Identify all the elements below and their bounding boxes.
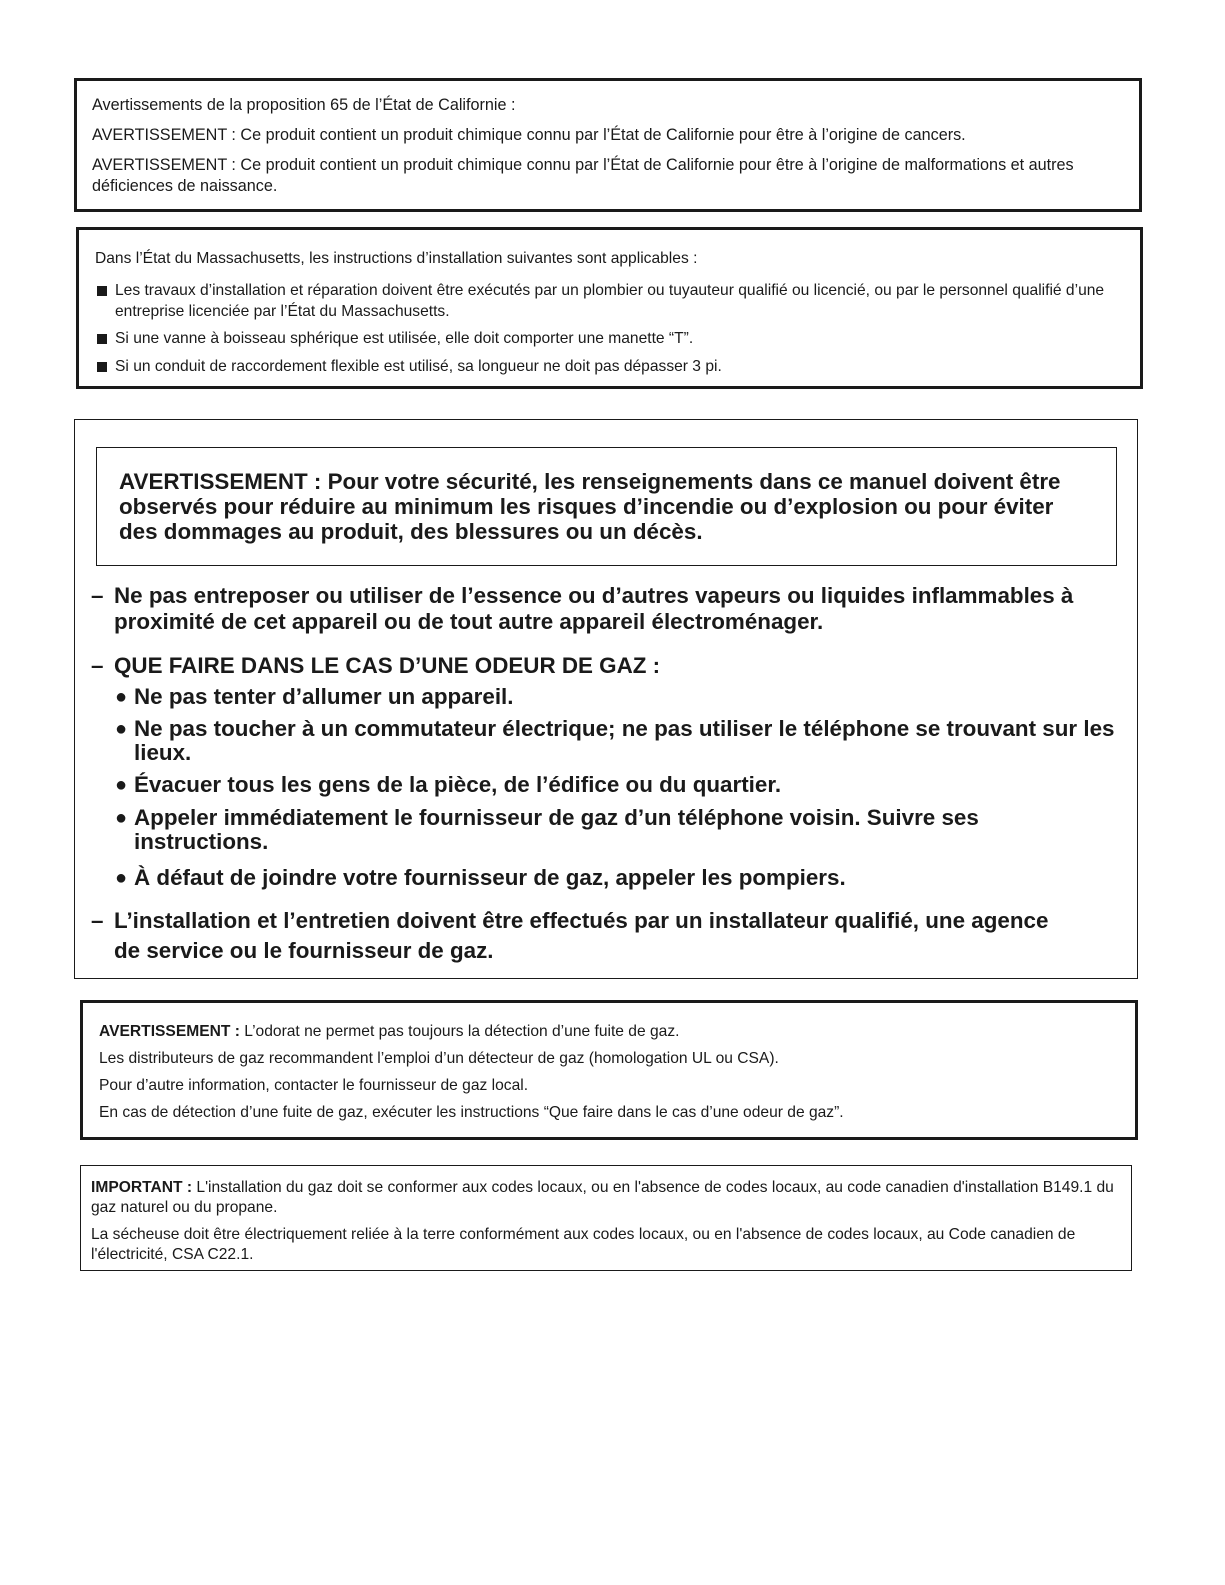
gas-odor-step — [115, 806, 1115, 854]
gas-odor-heading: QUE FAIRE DANS LE CAS D’UNE ODEUR DE GAZ : — [114, 653, 661, 678]
california-birth-warning: AVERTISSEMENT : Ce produit contient un produit chimique connu par l’État de Californie pour être à l’origine de malformations et autres déficiences de naissance. — [92, 156, 1074, 195]
important-line — [91, 1178, 1119, 1218]
safety-warning-inner-box — [96, 447, 1117, 566]
safety-warning-text: AVERTISSEMENT : Pour votre sécurité, les renseignements dans ce manuel doivent être observés pour réduire au minimum les risques d’incendie ou d’explosion ou pour éviter des dommages au produit, des blessures ou un décès. — [119, 469, 1061, 544]
bullet-icon: ● — [115, 867, 128, 889]
odor-warning-label: AVERTISSEMENT : — [99, 1023, 240, 1040]
list-item — [95, 281, 1125, 322]
gas-odor-step — [115, 866, 1115, 890]
odor-warning-line3: Pour d’autre information, contacter le fournisseur de gaz local. — [99, 1077, 529, 1094]
no-storage-text: Ne pas entreposer ou utiliser de l’essence ou d’autres vapeurs ou liquides inflammables à proximité de cet appareil ou de tout autre appareil électroménager. — [114, 583, 1074, 634]
gas-odor-step — [115, 773, 1115, 797]
installation-text: L’installation et l’entretien doivent être effectués par un installateur qualifié, une agence de service ou le fournisseur de gaz. — [114, 908, 1049, 963]
gas-odor-step — [115, 717, 1115, 765]
bullet-icon: ● — [115, 718, 128, 740]
massachusetts-list — [95, 281, 1125, 377]
square-bullet-icon — [97, 362, 107, 372]
dash-marker: – — [91, 653, 104, 678]
dash-marker: – — [91, 908, 104, 933]
gas-odor-heading-item — [91, 653, 1091, 679]
gas-odor-step-text: Ne pas toucher à un commutateur électrique; ne pas utiliser le téléphone se trouvant sur les lieux. — [134, 716, 1115, 765]
list-item — [95, 329, 1125, 350]
massachusetts-box — [76, 227, 1143, 389]
square-bullet-icon — [97, 334, 107, 344]
odor-warning-text: L’odorat ne permet pas toujours la détection d’une fuite de gaz. — [239, 1023, 680, 1040]
bullet-icon: ● — [115, 774, 128, 796]
odor-warning-line — [99, 1022, 1120, 1042]
odor-warning-line4: En cas de détection d’une fuite de gaz, exécuter les instructions “Que faire dans le cas d’une odeur de gaz”. — [99, 1104, 844, 1121]
important-box — [80, 1165, 1132, 1271]
california-heading: Avertissements de la proposition 65 de l’État de Californie : — [92, 96, 516, 114]
no-storage-item — [91, 583, 1091, 635]
installation-item — [91, 906, 1051, 966]
california-cancer-warning: AVERTISSEMENT : Ce produit contient un produit chimique connu par l’État de Californie pour être à l’origine de cancers. — [92, 126, 966, 144]
odor-warning-line2: Les distributeurs de gaz recommandent l’emploi d’un détecteur de gaz (homologation UL ou CSA). — [99, 1050, 779, 1067]
dash-marker: – — [91, 583, 104, 608]
important-text: L'installation du gaz doit se conformer aux codes locaux, ou en l'absence de codes locaux, au code canadien d'installation B149.1 du gaz naturel ou du propane. — [91, 1179, 1114, 1216]
safety-warning-box — [74, 419, 1138, 979]
important-line2: La sécheuse doit être électriquement reliée à la terre conformément aux codes locaux, ou en l'absence de codes locaux, au Code canadien de l'électricité, CSA C22.1. — [91, 1226, 1076, 1263]
bullet-icon: ● — [115, 807, 128, 829]
square-bullet-icon — [97, 286, 107, 296]
list-item-text: Si une vanne à boisseau sphérique est utilisée, elle doit comporter une manette “T”. — [115, 330, 694, 347]
odor-warning-box — [80, 1000, 1138, 1140]
list-item-text: Les travaux d’installation et réparation doivent être exécutés par un plombier ou tuyauteur qualifié ou licencié, ou par le personnel qualifié d’une entreprise licenciée par l’État du Massachusetts. — [115, 282, 1105, 320]
gas-odor-step — [115, 685, 1115, 709]
massachusetts-intro: Dans l’État du Massachusetts, les instructions d’installation suivantes sont applicables : — [95, 250, 698, 267]
gas-odor-step-text: Évacuer tous les gens de la pièce, de l’édifice ou du quartier. — [134, 772, 782, 797]
list-item — [95, 357, 1125, 378]
list-item-text: Si un conduit de raccordement flexible est utilisé, sa longueur ne doit pas dépasser 3 pi. — [115, 357, 722, 375]
california-prop65-box — [74, 78, 1142, 212]
gas-odor-step-text: Ne pas tenter d’allumer un appareil. — [134, 684, 514, 709]
important-label: IMPORTANT : — [91, 1179, 193, 1196]
gas-odor-step-text: À défaut de joindre votre fournisseur de gaz, appeler les pompiers. — [134, 865, 846, 890]
bullet-icon: ● — [115, 686, 128, 708]
gas-odor-step-text: Appeler immédiatement le fournisseur de gaz d’un téléphone voisin. Suivre ses instructions. — [134, 805, 979, 854]
